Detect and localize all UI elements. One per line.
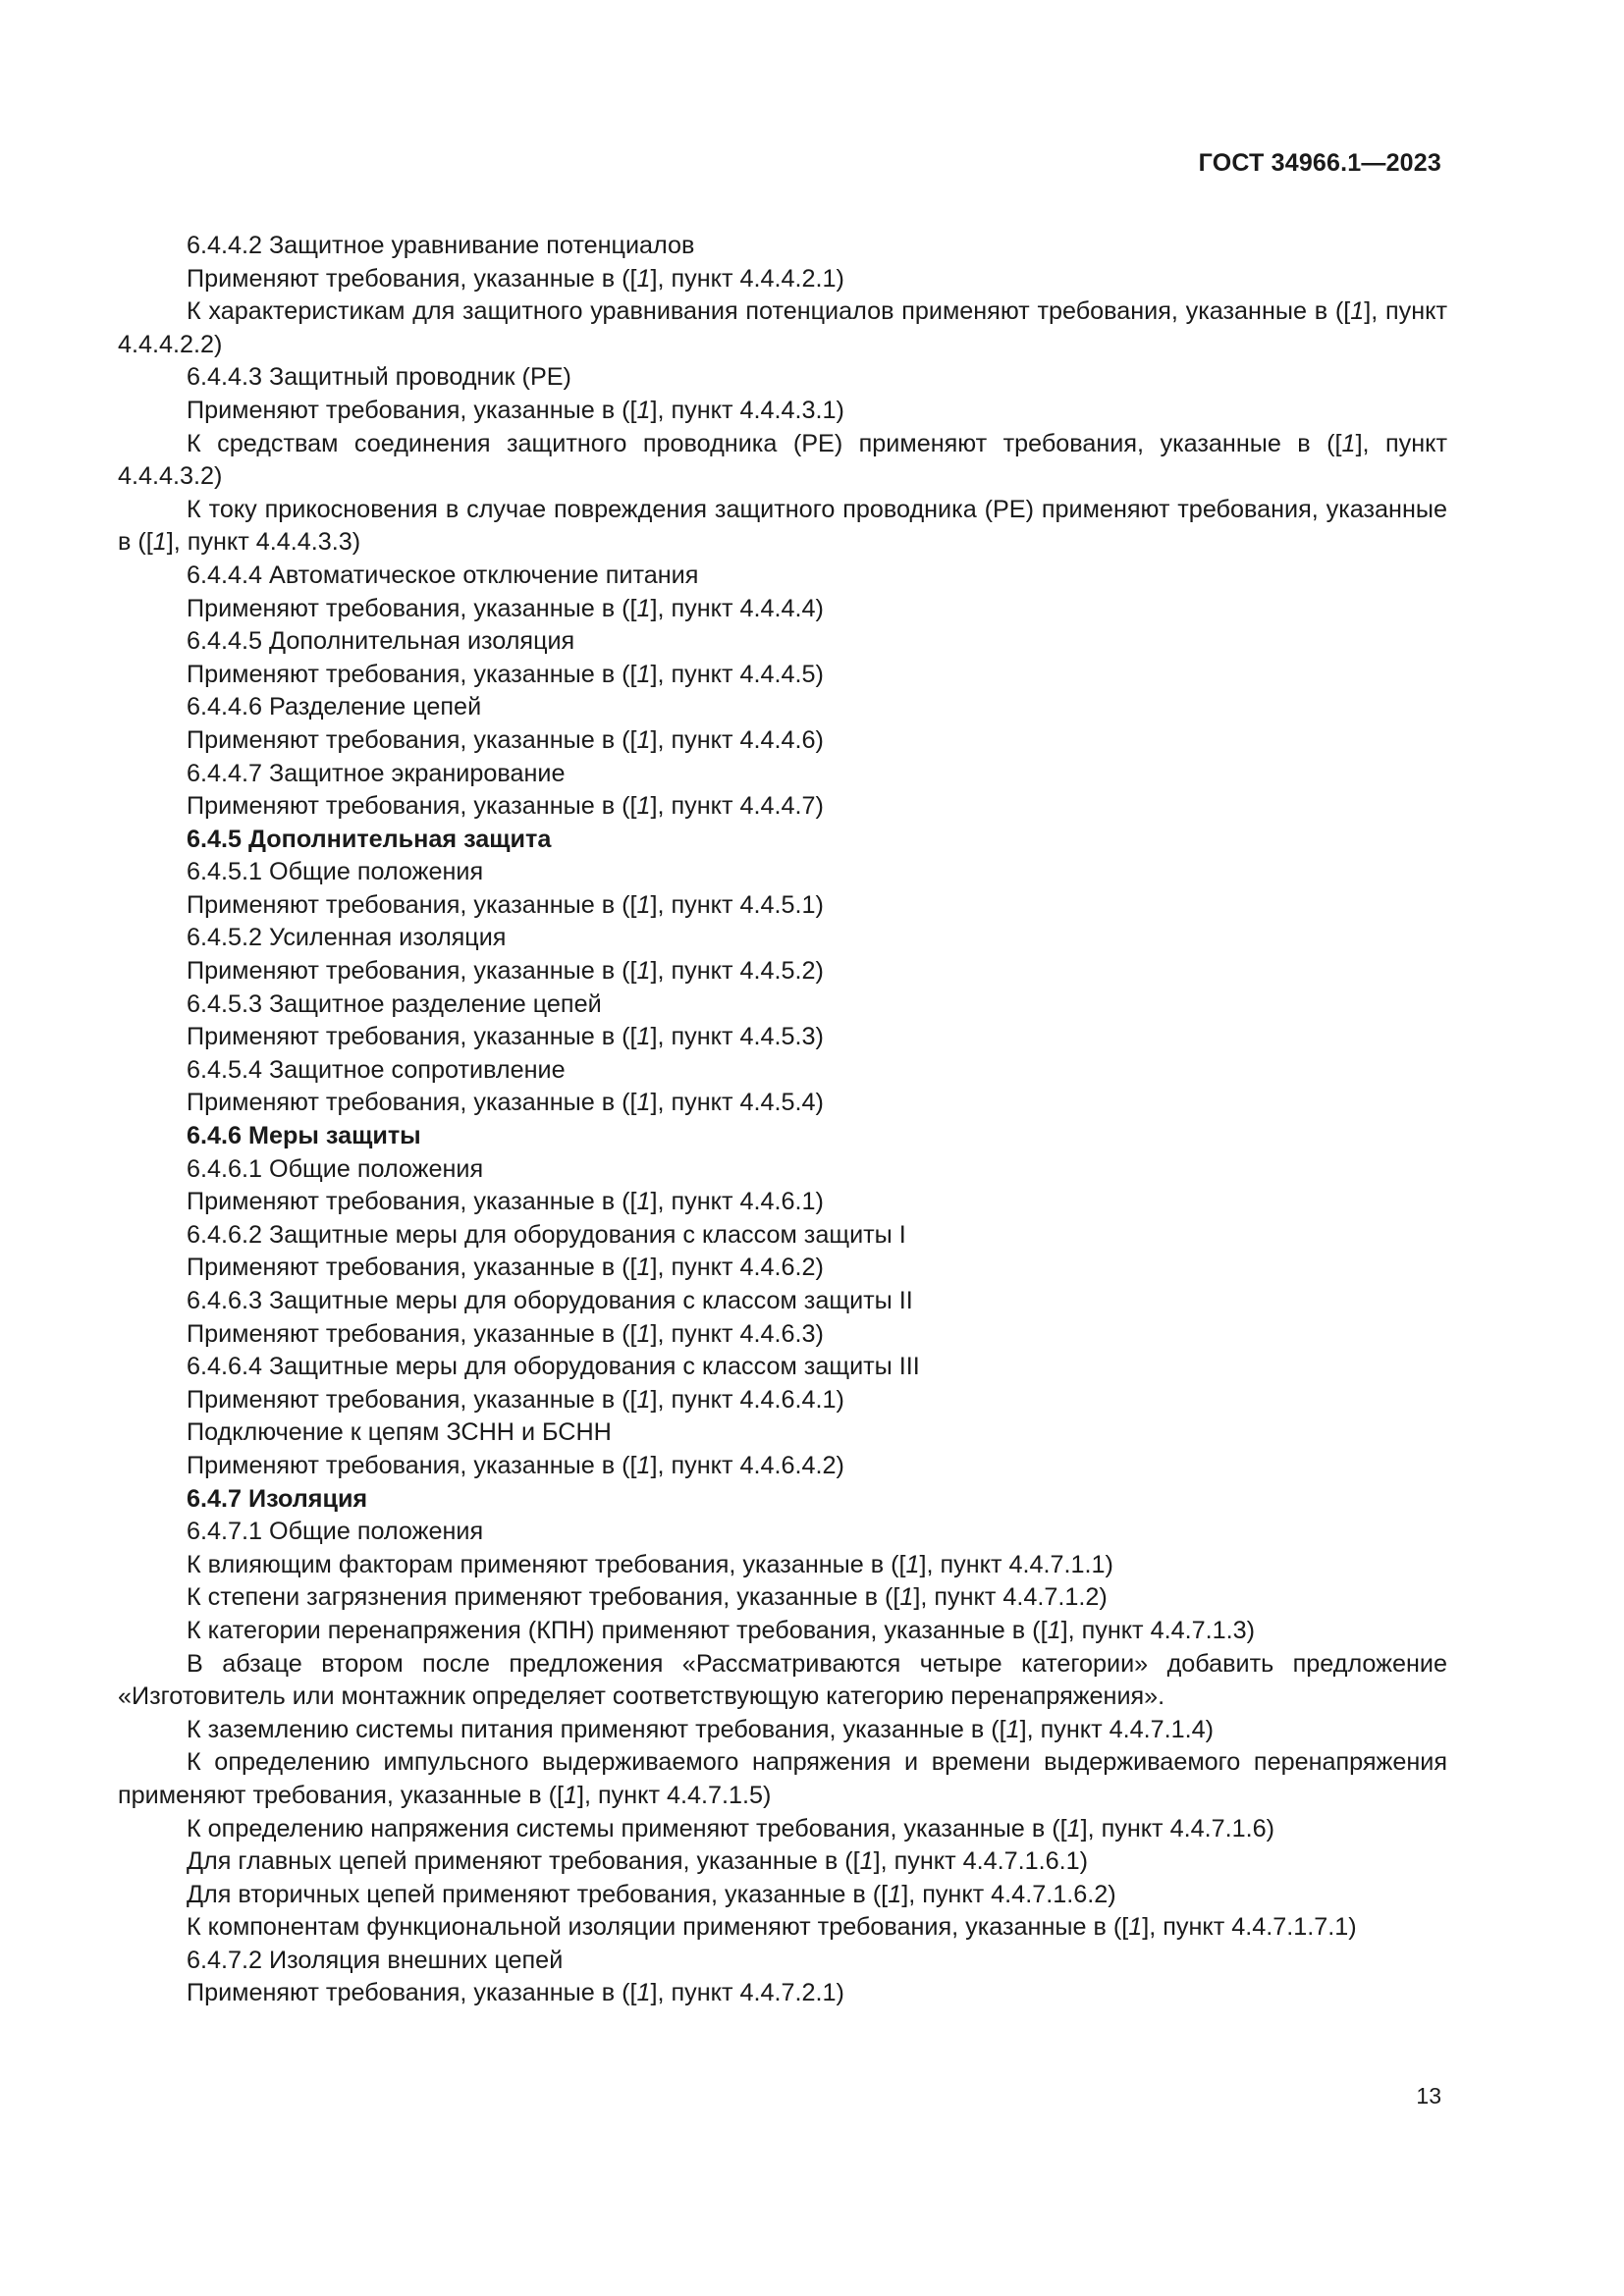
- bibliography-reference: 1: [564, 1781, 578, 1809]
- paragraph-text: 6.4.5.2 Усиленная изоляция: [187, 924, 507, 952]
- bibliography-reference: 1: [636, 1451, 651, 1479]
- paragraph-text: 6.4.4.2 Защитное уравнивание потенциалов: [187, 232, 695, 259]
- paragraph-text: ], пункт 4.4.5.4): [650, 1089, 824, 1117]
- paragraph: [118, 889, 1447, 923]
- paragraph-text: К определению напряжения системы применяют требования, указанные в ([: [187, 1814, 1067, 1842]
- bibliography-reference: 1: [636, 1188, 651, 1216]
- paragraph-text: ], пункт 4.4.7.1.6): [1080, 1814, 1274, 1842]
- paragraph-text: К характеристикам для защитного уравнивания потенциалов применяют требования, указанные в ([: [187, 297, 1351, 326]
- paragraph: [118, 1351, 1447, 1384]
- paragraph-text: ], пункт 4.4.4.3.3): [166, 528, 361, 557]
- bibliography-reference: 1: [636, 264, 651, 293]
- paragraph-text: 6.4.4.7 Защитное экранирование: [187, 759, 566, 787]
- paragraph: [118, 1516, 1447, 1549]
- paragraph: [118, 1813, 1447, 1846]
- paragraph-text: ], пункт 4.4.7.1.7.1): [1142, 1913, 1357, 1942]
- bibliography-reference: 1: [152, 528, 167, 557]
- paragraph: [118, 560, 1447, 593]
- paragraph: [118, 955, 1447, 988]
- paragraph: [118, 494, 1447, 560]
- paragraph-text: 6.4.6.4 Защитные меры для оборудования с классом защиты III: [187, 1353, 920, 1381]
- paragraph-text: Применяют требования, указанные в ([: [187, 396, 637, 424]
- paragraph: [118, 1845, 1447, 1879]
- paragraph-text: К току прикосновения в случае повреждения защитного проводника (PE) применяют требования, указанные в ([: [118, 495, 1447, 557]
- paragraph-text: 6.4.6.2 Защитные меры для оборудования с классом защиты I: [187, 1220, 906, 1249]
- paragraph: [118, 758, 1447, 791]
- paragraph: [118, 625, 1447, 659]
- paragraph: [118, 1615, 1447, 1648]
- paragraph: [118, 659, 1447, 692]
- paragraph-text: Применяют требования, указанные в ([: [187, 264, 637, 293]
- paragraph-text: 6.4.6 Меры защиты: [187, 1122, 421, 1150]
- paragraph-text: 6.4.4.6 Разделение цепей: [187, 693, 482, 721]
- paragraph: [118, 1416, 1447, 1450]
- bibliography-reference: 1: [636, 1979, 651, 2007]
- paragraph-text: К категории перенапряжения (КПН) применяют требования, указанные в ([: [187, 1616, 1048, 1644]
- paragraph-text: 6.4.7.1 Общие положения: [187, 1518, 484, 1546]
- paragraph: [118, 1318, 1447, 1352]
- paragraph: [118, 1945, 1447, 1978]
- paragraph-text: К степени загрязнения применяют требования, указанные в ([: [187, 1583, 900, 1612]
- paragraph-text: Применяют требования, указанные в ([: [187, 957, 637, 986]
- paragraph-text: Применяют требования, указанные в ([: [187, 1385, 637, 1414]
- paragraph: [118, 691, 1447, 724]
- paragraph-text: ], пункт 4.4.6.4.2): [650, 1451, 844, 1479]
- paragraph: [118, 1054, 1447, 1088]
- paragraph-text: ], пункт 4.4.5.2): [650, 957, 824, 986]
- paragraph: [118, 295, 1447, 361]
- paragraph-text: 6.4.7.2 Изоляция внешних цепей: [187, 1946, 564, 1974]
- paragraph-text: К влияющим факторам применяют требования, указанные в ([: [187, 1550, 906, 1578]
- paragraph-text: ], пункт 4.4.4.2.2): [118, 297, 1447, 358]
- paragraph-text: ], пункт 4.4.4.6): [650, 725, 824, 754]
- paragraph-text: 6.4.6.1 Общие положения: [187, 1154, 484, 1183]
- paragraph-text: 6.4.5.3 Защитное разделение цепей: [187, 989, 602, 1018]
- paragraph-text: ], пункт 4.4.4.2.1): [650, 264, 844, 293]
- bibliography-reference: 1: [1066, 1814, 1081, 1842]
- paragraph-text: 6.4.6.3 Защитные меры для оборудования с классом защиты II: [187, 1287, 913, 1314]
- paragraph-text: Применяют требования, указанные в ([: [187, 792, 637, 821]
- paragraph-text: ], пункт 4.4.7.1.5): [577, 1781, 772, 1809]
- paragraph: [118, 922, 1447, 955]
- paragraph: [118, 593, 1447, 626]
- paragraph: [118, 1021, 1447, 1054]
- paragraph: [118, 395, 1447, 428]
- paragraph-text: К определению импульсного выдерживаемого напряжения и времени выдерживаемого перенапряжения применяют требования, указанные в ([: [118, 1748, 1447, 1809]
- bibliography-reference: 1: [636, 957, 651, 986]
- page-number: 13: [1416, 2083, 1441, 2109]
- bibliography-reference: 1: [636, 660, 651, 688]
- paragraph-text: Применяют требования, указанные в ([: [187, 890, 637, 919]
- paragraph-text: ], пункт 4.4.7.1.3): [1060, 1616, 1255, 1644]
- paragraph: [118, 988, 1447, 1022]
- paragraph-text: К заземлению системы питания применяют требования, указанные в ([: [187, 1715, 1006, 1743]
- bibliography-reference: 1: [1128, 1913, 1143, 1942]
- bibliography-reference: 1: [636, 1254, 651, 1282]
- paragraph: [118, 428, 1447, 494]
- paragraph-text: ], пункт 4.4.6.2): [650, 1254, 824, 1282]
- paragraph-text: ], пункт 4.4.7.1.6.1): [873, 1847, 1089, 1876]
- section-heading: [118, 1483, 1447, 1517]
- paragraph-text: ], пункт 4.4.5.3): [650, 1023, 824, 1051]
- paragraph-text: 6.4.5 Дополнительная защита: [187, 825, 552, 853]
- paragraph: [118, 856, 1447, 889]
- bibliography-reference: 1: [636, 890, 651, 919]
- paragraph: [118, 1285, 1447, 1318]
- paragraph: [118, 1879, 1447, 1912]
- bibliography-reference: 1: [1005, 1715, 1020, 1743]
- paragraph-text: Применяют требования, указанные в ([: [187, 1089, 637, 1117]
- document-designation: ГОСТ 34966.1—2023: [1198, 149, 1441, 177]
- paragraph-text: Применяют требования, указанные в ([: [187, 1188, 637, 1216]
- bibliography-reference: 1: [636, 792, 651, 821]
- paragraph-text: ], пункт 4.4.7.1.4): [1019, 1715, 1215, 1743]
- paragraph-text: Применяют требования, указанные в ([: [187, 594, 637, 622]
- paragraph: [118, 1153, 1447, 1187]
- document-body: [118, 230, 1447, 2010]
- paragraph-text: К компонентам функциональной изоляции применяют требования, указанные в ([: [187, 1913, 1129, 1942]
- paragraph-text: ], пункт 4.4.6.4.1): [650, 1385, 844, 1414]
- paragraph-text: 6.4.5.1 Общие положения: [187, 858, 484, 886]
- paragraph-text: Применяют требования, указанные в ([: [187, 1979, 637, 2007]
- paragraph-text: ], пункт 4.4.4.3.2): [118, 429, 1447, 491]
- paragraph-text: В абзаце втором после предложения «Рассматриваются четыре категории» добавить предложение «Изготовитель или монтажник определяет соответствующую категорию перенапряжения».: [118, 1649, 1447, 1711]
- paragraph: [118, 790, 1447, 824]
- bibliography-reference: 1: [636, 396, 651, 424]
- paragraph-text: ], пункт 4.4.5.1): [650, 890, 824, 919]
- bibliography-reference: 1: [636, 594, 651, 622]
- paragraph-text: ], пункт 4.4.4.4): [650, 594, 824, 622]
- paragraph-text: Применяют требования, указанные в ([: [187, 1254, 637, 1282]
- paragraph-text: 6.4.7 Изоляция: [187, 1484, 368, 1513]
- paragraph-text: Применяют требования, указанные в ([: [187, 1319, 637, 1348]
- bibliography-reference: 1: [888, 1880, 902, 1908]
- paragraph-text: Применяют требования, указанные в ([: [187, 660, 637, 688]
- paragraph-text: 6.4.5.4 Защитное сопротивление: [187, 1055, 566, 1084]
- section-heading: [118, 1120, 1447, 1153]
- paragraph-text: ], пункт 4.4.7.1.1): [919, 1550, 1113, 1578]
- paragraph: [118, 1087, 1447, 1120]
- paragraph-text: ], пункт 4.4.4.7): [650, 792, 824, 821]
- paragraph-text: Подключение к цепям ЗСНН и БСНН: [187, 1418, 612, 1447]
- paragraph: [118, 1977, 1447, 2010]
- paragraph-text: Применяют требования, указанные в ([: [187, 1023, 637, 1051]
- paragraph-text: Применяют требования, указанные в ([: [187, 1451, 637, 1479]
- bibliography-reference: 1: [636, 1319, 651, 1348]
- paragraph: [118, 1746, 1447, 1812]
- paragraph-text: Применяют требования, указанные в ([: [187, 725, 637, 754]
- paragraph: [118, 724, 1447, 758]
- bibliography-reference: 1: [636, 1023, 651, 1051]
- paragraph-text: Для вторичных цепей применяют требования, указанные в ([: [187, 1880, 889, 1908]
- bibliography-reference: 1: [1341, 429, 1356, 457]
- paragraph-text: ], пункт 4.4.7.2.1): [650, 1979, 844, 2007]
- paragraph-text: 6.4.4.5 Дополнительная изоляция: [187, 627, 575, 656]
- paragraph-text: ], пункт 4.4.4.5): [650, 660, 824, 688]
- paragraph-text: Для главных цепей применяют требования, указанные в ([: [187, 1847, 860, 1876]
- bibliography-reference: 1: [859, 1847, 874, 1876]
- bibliography-reference: 1: [899, 1583, 914, 1612]
- paragraph: [118, 361, 1447, 395]
- bibliography-reference: 1: [636, 1089, 651, 1117]
- paragraph: [118, 230, 1447, 263]
- paragraph: [118, 1549, 1447, 1582]
- paragraph: [118, 1450, 1447, 1483]
- paragraph: [118, 1252, 1447, 1285]
- section-heading: [118, 824, 1447, 857]
- paragraph: [118, 263, 1447, 296]
- paragraph-text: 6.4.4.4 Автоматическое отключение питания: [187, 561, 699, 589]
- paragraph: [118, 1186, 1447, 1219]
- paragraph-text: ], пункт 4.4.7.1.2): [913, 1583, 1108, 1612]
- paragraph-text: К средствам соединения защитного проводника (PE) применяют требования, указанные в ([: [187, 429, 1342, 457]
- bibliography-reference: 1: [905, 1550, 920, 1578]
- paragraph: [118, 1581, 1447, 1615]
- paragraph: [118, 1911, 1447, 1945]
- paragraph-text: ], пункт 4.4.4.3.1): [650, 396, 844, 424]
- bibliography-reference: 1: [636, 725, 651, 754]
- paragraph: [118, 1648, 1447, 1714]
- paragraph-text: ], пункт 4.4.7.1.6.2): [901, 1880, 1116, 1908]
- paragraph-text: 6.4.4.3 Защитный проводник (PE): [187, 363, 571, 392]
- paragraph: [118, 1714, 1447, 1747]
- bibliography-reference: 1: [636, 1385, 651, 1414]
- bibliography-reference: 1: [1047, 1616, 1061, 1644]
- paragraph-text: ], пункт 4.4.6.1): [650, 1188, 824, 1216]
- paragraph-text: ], пункт 4.4.6.3): [650, 1319, 824, 1348]
- bibliography-reference: 1: [1350, 297, 1365, 326]
- paragraph: [118, 1384, 1447, 1417]
- paragraph: [118, 1219, 1447, 1253]
